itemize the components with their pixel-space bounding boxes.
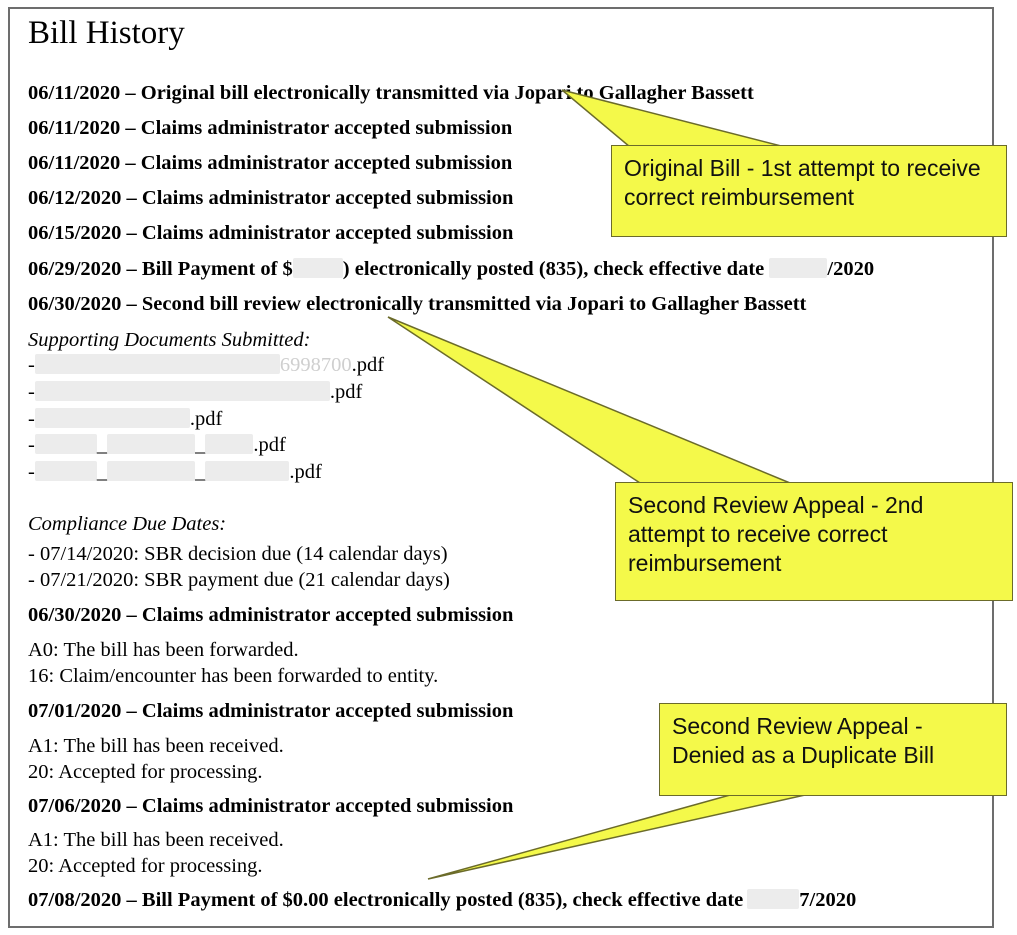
doc-item: - 6998700.pdf: [28, 354, 385, 376]
entry-text: – Claims administrator accepted submission: [126, 604, 514, 626]
entry-text: – Claims administrator accepted submission: [126, 222, 514, 244]
entry-text: – Claims administrator accepted submission: [125, 117, 513, 139]
callout-pointer-1: [562, 90, 785, 147]
doc-item: - _ _ .pdf: [28, 461, 322, 483]
entry-text: – Claims administrator accepted submission: [125, 152, 513, 174]
doc-item: - _ _ .pdf: [28, 434, 286, 456]
entry-date: 06/11/2020: [28, 117, 121, 139]
entry-note: A1: The bill has been received.: [28, 829, 284, 851]
entry-date: 06/30/2020: [28, 604, 122, 626]
compliance-heading: Compliance Due Dates:: [28, 513, 227, 535]
entry-text-cont: ) electronically posted (835), check effective date: [342, 258, 765, 280]
entry-note: 20: Accepted for processing.: [28, 855, 263, 877]
callout-original-bill: Original Bill - 1st attempt to receive correct reimbursement: [611, 145, 1007, 237]
entry-note: 20: Accepted for processing.: [28, 761, 263, 783]
doc-item: - .pdf: [28, 408, 223, 430]
entry-note: A1: The bill has been received.: [28, 735, 284, 757]
entry-text-end: /2020: [827, 258, 875, 280]
entry-text: – Original bill electronically transmitted via Jopari to Gallagher Bassett: [125, 82, 754, 104]
callout-duplicate-bill: Second Review Appeal - Denied as a Duplicate Bill: [659, 703, 1007, 796]
compliance-item: - 07/21/2020: SBR payment due (21 calendar days): [28, 569, 450, 591]
entry-text: – Bill Payment of $: [126, 258, 293, 280]
entry-note: A0: The bill has been forwarded.: [28, 639, 299, 661]
entry-date: 07/08/2020: [28, 889, 122, 911]
entry-note: 16: Claim/encounter has been forwarded to entity.: [28, 665, 439, 687]
faint-text: 6998700: [279, 354, 352, 376]
doc-item: - .pdf: [28, 381, 363, 403]
callout-pointer-2: [388, 317, 790, 483]
entry-date: 06/11/2020: [28, 152, 121, 174]
entry-text: – Bill Payment of $0.00 electronically posted (835), check effective date: [126, 889, 744, 911]
entry-date: 06/12/2020: [28, 187, 122, 209]
callout-pointer-3: [428, 795, 805, 879]
entry-text: – Claims administrator accepted submission: [126, 700, 514, 722]
entry-date: 07/01/2020: [28, 700, 122, 722]
entry-date: 06/30/2020: [28, 293, 122, 315]
entry-text: – Claims administrator accepted submission: [126, 795, 514, 817]
entry-date: 06/11/2020: [28, 82, 121, 104]
entry-date: 07/06/2020: [28, 795, 122, 817]
entry-text-end: 7/2020: [799, 889, 857, 911]
entry-text: – Claims administrator accepted submission: [126, 187, 514, 209]
entry-date: 06/15/2020: [28, 222, 122, 244]
entry-text: – Second bill review electronically transmitted via Jopari to Gallagher Bassett: [126, 293, 807, 315]
supporting-docs-heading: Supporting Documents Submitted:: [28, 329, 311, 351]
entry-date: 06/29/2020: [28, 258, 122, 280]
callout-second-review: Second Review Appeal - 2nd attempt to receive correct reimbursement: [615, 482, 1013, 601]
compliance-item: - 07/14/2020: SBR decision due (14 calendar days): [28, 543, 448, 565]
page-title: Bill History: [28, 15, 185, 51]
